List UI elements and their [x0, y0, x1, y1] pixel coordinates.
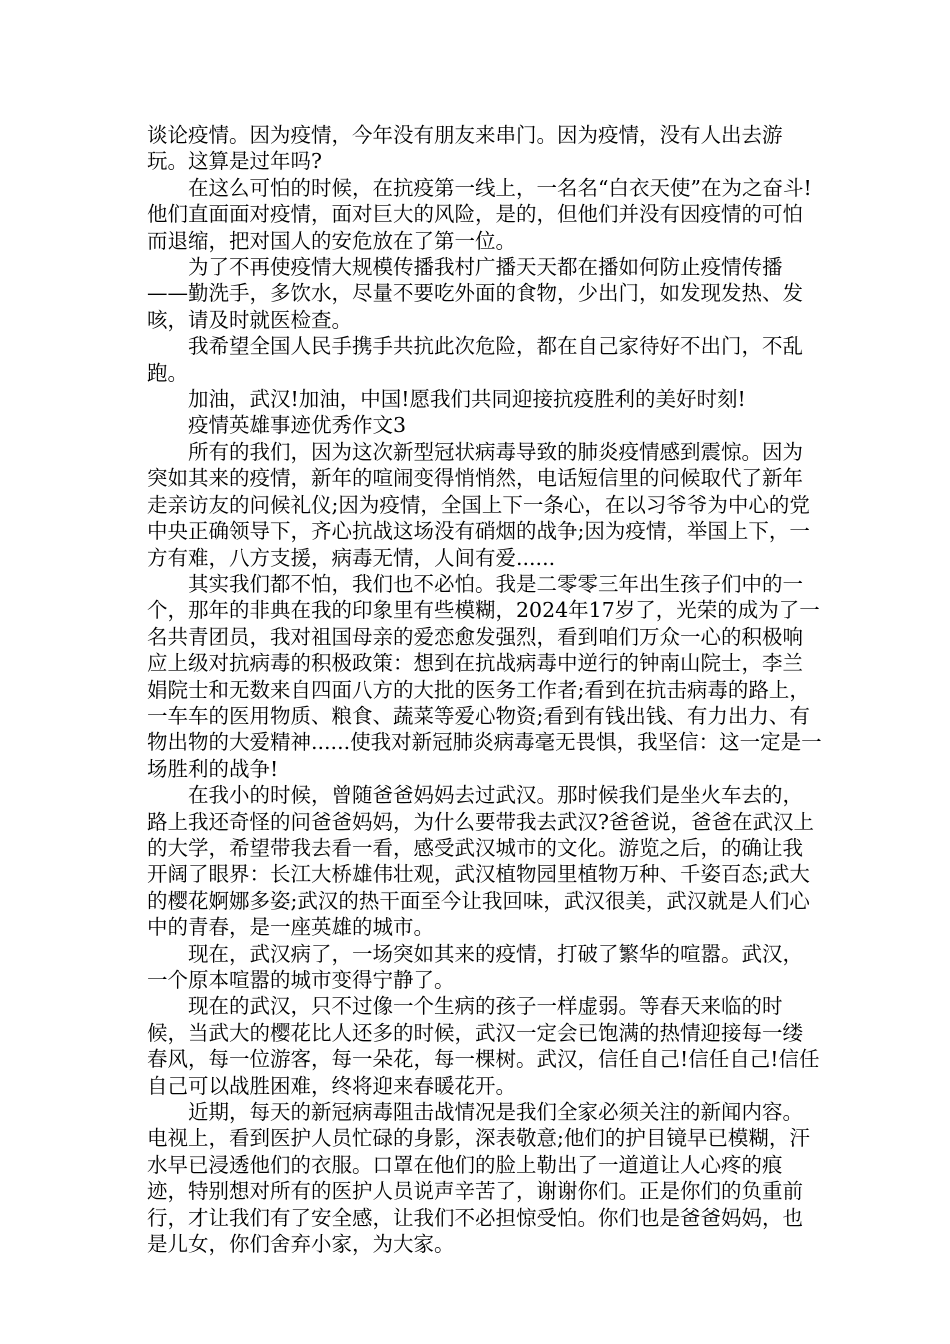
paragraph-11: 现在的武汉，只不过像一个生病的孩子一样虚弱。等春天来临的时候，当武大的樱花比人还多的时候，武汉一定会已饱满的热情迎接每一缕春风，每一位游客，每一朵花，每一棵树。武汉，信任自己!信任自己!信任自己可以战胜困难，终将迎来春暖花开。 — [147, 994, 820, 1098]
paragraph-10: 现在，武汉病了，一场突如其来的疫情，打破了繁华的喧嚣。武汉，一个原本喧嚣的城市变得宁静了。 — [147, 941, 803, 992]
paragraph-1: 谈论疫情。因为疫情，今年没有朋友来串门。因为疫情，没有人出去游玩。这算是过年吗? — [147, 123, 783, 174]
paragraph-5: 加油，武汉!加油，中国!愿我们共同迎接抗疫胜利的美好时刻! — [188, 387, 746, 412]
paragraph-8: 其实我们都不怕，我们也不必怕。我是二零零三年出生孩子们中的一个，那年的非典在我的印象里有些模糊，2024年17岁了，光荣的成为了一名共青团员，我对祖国母亲的爱恋愈发强烈，看到咱们万众一心的积极响应上级对抗病毒的积极政策：想到在抗战病毒中逆行的钟南山院士，李兰娟院士和无数来自四面八方的大批的医务工作者;看到在抗击病毒的路上，一车车的医用物质、粮食、蔬菜等爱心物资;看到有钱出钱、有力出力、有物出物的大爱精神......使我对新冠肺炎病毒毫无畏惧，我坚信：这一定是一场胜利的战争! — [147, 571, 822, 781]
section-heading: 疫情英雄事迹优秀作文3 — [188, 413, 407, 438]
paragraph-2: 在这么可怕的时候，在抗疫第一线上，一名名“白衣天使”在为之奋斗!他们直面面对疫情，面对巨大的风险，是的，但他们并没有因疫情的可怕而退缩，把对国人的安危放在了第一位。 — [147, 175, 812, 253]
paragraph-3: 为了不再使疫情大规模传播我村广播天天都在播如何防止疫情传播——勤洗手，多饮水，尽量不要吃外面的食物，少出门，如发现发热、发咳，请及时就医检查。 — [147, 255, 803, 332]
document-body — [147, 122, 823, 1257]
paragraph-4: 我希望全国人民手携手共抗此次危险，都在自己家待好不出门，不乱跑。 — [147, 334, 803, 385]
paragraph-12: 近期，每天的新冠病毒阻击战情况是我们全家必须关注的新闻内容。电视上，看到医护人员忙碌的身影，深表敬意;他们的护目镜早已模糊，汗水早已浸透他们的衣服。口罩在他们的脸上勒出了一道道让人心疼的痕迹，特别想对所有的医护人员说声辛苦了，谢谢你们。正是你们的负重前行，才让我们有了安全感，让我们不必担惊受怕。你们也是爸爸妈妈，也是儿女，你们舍弃小家，为大家。 — [147, 1100, 810, 1257]
paragraph-9: 在我小的时候，曾随爸爸妈妈去过武汉。那时候我们是坐火车去的，路上我还奇怪的问爸爸妈妈，为什么要带我去武汉?爸爸说，爸爸在武汉上的大学，希望带我去看一看，感受武汉城市的文化。游览之后，的确让我开阔了眼界：长江大桥雄伟壮观，武汉植物园里植物万种、千姿百态;武大的樱花婀娜多姿;武汉的热干面至今让我回味，武汉很美，武汉就是人们心中的青春，是一座英雄的城市。 — [147, 783, 814, 940]
paragraph-7: 所有的我们，因为这次新型冠状病毒导致的肺炎疫情感到震惊。因为突如其来的疫情，新年的喧闹变得悄悄然，电话短信里的问候取代了新年走亲访友的问候礼仪;因为疫情，全国上下一条心，在以习爷爷为中心的党中央正确领导下，齐心抗战这场没有硝烟的战争;因为疫情，举国上下，一方有难，八方支援，病毒无情，人间有爱...... — [147, 439, 810, 570]
